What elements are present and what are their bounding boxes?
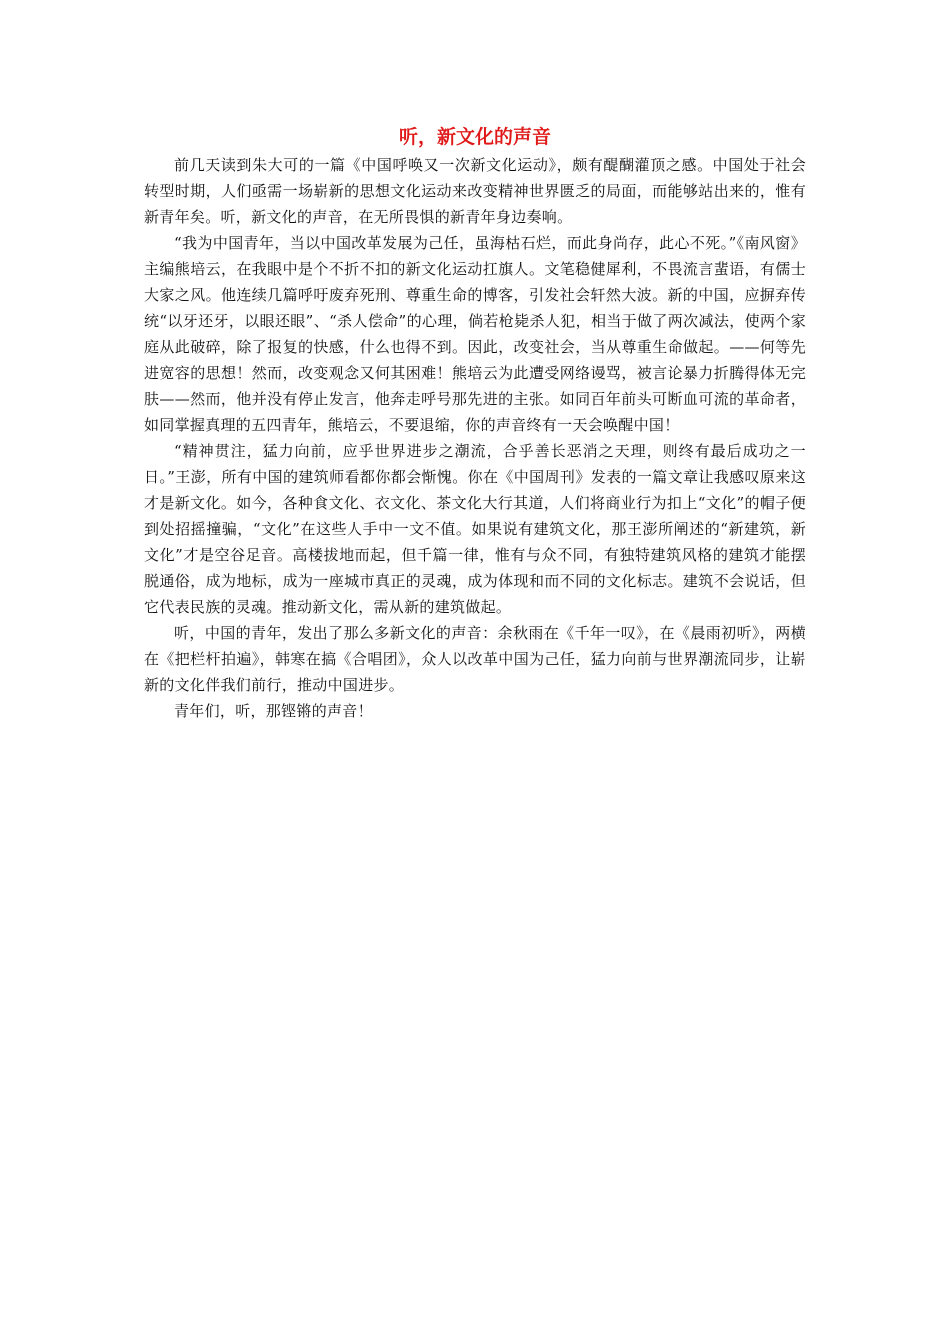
document-page bbox=[144, 124, 806, 724]
document-title: 听，新文化的声音 bbox=[398, 126, 551, 148]
paragraph-1: 前几天读到朱大可的一篇《中国呼唤又一次新文化运动》，颇有醍醐灌顶之感。中国处于社会转型时期，人们亟需一场崭新的思想文化运动来改变精神世界匮乏的局面，而能够站出来的，惟有新青年矣。听，新文化的声音，在无所畏惧的新青年身边奏响。 bbox=[144, 156, 806, 226]
paragraph-2: “我为中国青年，当以中国改革发展为己任，虽海枯石烂，而此身尚存，此心不死。”《南风窗》主编熊培云，在我眼中是个不折不扣的新文化运动扛旗人。文笔稳健犀利，不畏流言蜚语，有儒士大家之风。他连续几篇呼吁废弃死刑、尊重生命的博客，引发社会轩然大波。新的中国，应摒弃传统“以牙还牙，以眼还眼”、“杀人偿命”的心理，倘若枪毙杀人犯，相当于做了两次减法，使两个家庭从此破碎，除了报复的快感，什么也得不到。因此，改变社会，当从尊重生命做起。——何等先进宽容的思想！然而，改变观念又何其困难！熊培云为此遭受网络谩骂，被言论暴力折腾得体无完肤——然而，他并没有停止发言，他奔走呼号那先进的主张。如同百年前头可断血可流的革命者，如同掌握真理的五四青年，熊培云，不要退缩，你的声音终有一天会唤醒中国！ bbox=[144, 234, 806, 434]
paragraph-5: 青年们，听，那铿锵的声音！ bbox=[174, 702, 373, 720]
paragraph-3: “精神贯注，猛力向前，应乎世界进步之潮流，合乎善长恶消之天理，则终有最后成功之一日。”王澎，所有中国的建筑师看都你都会惭愧。你在《中国周刊》发表的一篇文章让我感叹原来这才是新文化。如今，各种食文化、衣文化、茶文化大行其道，人们将商业行为扣上“文化”的帽子便到处招摇撞骗，“文化”在这些人手中一文不值。如果说有建筑文化，那王澎所阐述的“新建筑，新文化”才是空谷足音。高楼拔地而起，但千篇一律，惟有与众不同，有独特建筑风格的建筑才能摆脱通俗，成为地标，成为一座城市真正的灵魂，成为体现和而不同的文化标志。建筑不会说话，但它代表民族的灵魂。推动新文化，需从新的建筑做起。 bbox=[144, 442, 806, 616]
paragraph-4: 听，中国的青年，发出了那么多新文化的声音：余秋雨在《千年一叹》，在《晨雨初听》，两横在《把栏杆拍遍》，韩寒在搞《合唱团》，众人以改革中国为己任，猛力向前与世界潮流同步，让崭新的文化伴我们前行，推动中国进步。 bbox=[144, 624, 806, 694]
